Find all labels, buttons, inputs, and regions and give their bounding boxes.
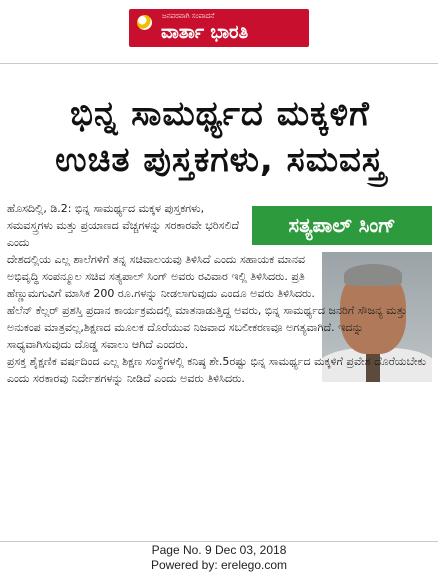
article-headline bbox=[8, 92, 432, 184]
logo-emblem-icon bbox=[137, 15, 152, 30]
article-body bbox=[7, 200, 431, 387]
top-divider bbox=[0, 63, 438, 64]
page-number-date: Page No. 9 Dec 03, 2018 bbox=[151, 543, 287, 557]
newspaper-masthead bbox=[129, 9, 309, 47]
headline-line-2: ಉಚಿತ ಪುಸ್ತಕಗಳು, ಸಮವಸ್ತ್ರ bbox=[55, 139, 385, 180]
powered-by-link[interactable]: Powered by: erelego.com bbox=[150, 558, 288, 572]
bottom-divider bbox=[0, 541, 438, 542]
page-footer bbox=[0, 543, 438, 573]
article-paragraph-2: ದೇಶದಲ್ಲಿಯ ಎಲ್ಲ ಶಾಲೆಗಳಿಗೆ ತನ್ನ ಸಚಿವಾಲಯವು ತಿಳಿಸಿದೆ ಎಂದು ಸಹಾಯಕ ಮಾನವ ಅಭಿವೃದ್ಧಿ ಸಂಪನ್ಮೂಲ ಸಚಿವ ಸತ್ಯಪಾಲ್ ಸಿಂಗ್ ಅವರು ರವಿವಾರ ಇಲ್ಲಿ ತಿಳಿಸಿದರು. ಪ್ರತಿ ಹೆಣ್ಣುಮಗುವಿಗೆ ಮಾಸಿಕ 200 ರೂ.ಗಳನ್ನು ನೀಡಲಾಗುವುದು ಎಂದೂ ಅವರು ತಿಳಿಸಿದರು. bbox=[7, 253, 315, 300]
masthead-tagline: ಜನಪರವಾಗಿ ಸಂಪಾದನೆ bbox=[162, 12, 215, 20]
article-paragraph-3: ಹೆಲೆನ್ ಕೆಲ್ಲರ್ ಪ್ರಶಸ್ತಿ ಪ್ರದಾನ ಕಾರ್ಯಕ್ರಮದಲ್ಲಿ ಮಾತನಾಡುತ್ತಿದ್ದ ಅವರು, ಭಿನ್ನ ಸಾಮರ್ಥ್ಯದ ಜನರಿಗೆ ಸೌಜನ್ಯ ಮತ್ತು ಅನುಕಂಪ ಮಾತ್ರವಲ್ಲ,ಶಿಕ್ಷಣದ ಮೂಲಕ ದೊರೆಯುವ ನಿಜವಾದ ಸಬಲೀಕರಣವೂ ಅಗತ್ಯವಾಗಿದೆ. ಇದನ್ನು ಸಾಧ್ಯವಾಗಿಸುವುದು ದೊಡ್ಡ ಸವಾಲು ಆಗಿದೆ ಎಂದರು. bbox=[7, 304, 407, 351]
article-paragraph-4: ಪ್ರಸಕ್ತ ಶೈಕ್ಷಣಿಕ ವರ್ಷದಿಂದ ಎಲ್ಲ ಶಿಕ್ಷಣ ಸಂಸ್ಥೆಗಳಲ್ಲಿ ಕನಿಷ್ಠ ಶೇ.5ರಷ್ಟು ಭಿನ್ನ ಸಾಮರ್ಥ್ಯದ ಮಕ್ಕಳಿಗೆ ಪ್ರವೇಶ ದೊರೆಯಬೇಕು ಎಂದು ಸರಕಾರವು ನಿರ್ದೇಶಗಳನ್ನು ನೀಡಿದೆ ಎಂದು ಅವರು ತಿಳಿಸಿದರು. bbox=[7, 355, 426, 385]
masthead-title: ವಾರ್ತಾ ಭಾರತಿ bbox=[161, 22, 249, 43]
person-name-tag: ಸತ್ಯಪಾಲ್ ಸಿಂಗ್ bbox=[252, 206, 432, 245]
headline-line-1: ಭಿನ್ನ ಸಾಮರ್ಥ್ಯದ ಮಕ್ಕಳಿಗೆ bbox=[70, 94, 370, 134]
article-paragraph-1: ಹೊಸದಿಲ್ಲಿ, ಡಿ.2: ಭಿನ್ನ ಸಾಮರ್ಥ್ಯದ ಮಕ್ಕಳ ಪುಸ್ತಕಗಳು, ಸಮವಸ್ತ್ರಗಳು ಮತ್ತು ಪ್ರಯಾಣದ ವೆಚ್ಚಗಳನ್ನು ಸರಕಾರವೇ ಭರಿಸಲಿದೆ ಎಂದು bbox=[7, 202, 240, 249]
